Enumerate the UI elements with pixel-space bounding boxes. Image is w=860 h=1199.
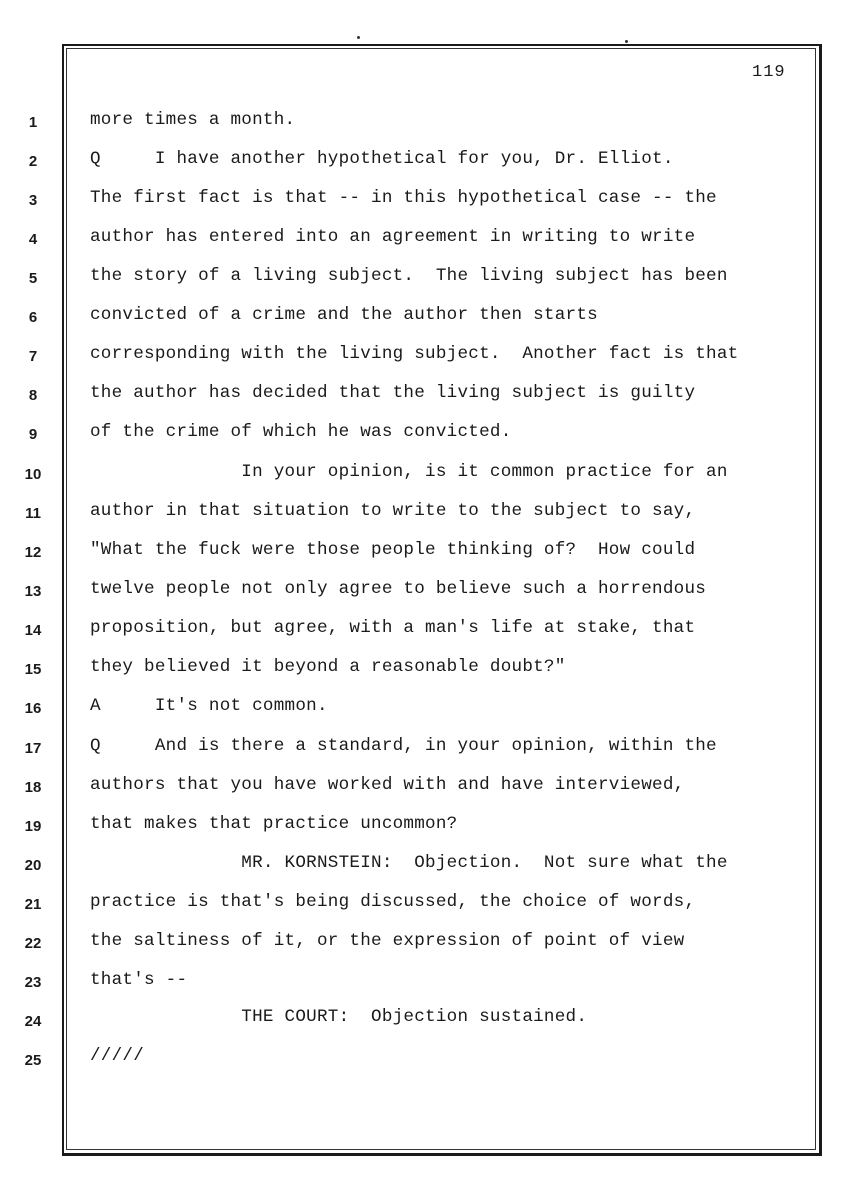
transcript-line: THE COURT: Objection sustained. [90, 1007, 588, 1027]
line-number: 12 [24, 544, 42, 561]
transcript-line: convicted of a crime and the author then starts [90, 305, 598, 325]
transcript-line: they believed it beyond a reasonable doubt?" [90, 657, 566, 677]
line-number: 23 [24, 974, 42, 991]
transcript-line: corresponding with the living subject. Another fact is that [90, 344, 739, 364]
transcript-line: proposition, but agree, with a man's life at stake, that [90, 618, 696, 638]
line-number: 6 [28, 309, 38, 326]
line-number: 19 [24, 818, 42, 835]
transcript-line: the story of a living subject. The living subject has been [90, 266, 728, 286]
line-number: 10 [24, 466, 42, 483]
transcript-line: Q And is there a standard, in your opinion, within the [90, 736, 717, 756]
line-number: 14 [24, 622, 42, 639]
transcript-line: that's -- [90, 970, 188, 990]
transcript-line: A It's not common. [90, 696, 328, 716]
scan-speck [625, 40, 628, 43]
page-number: 119 [752, 63, 786, 82]
line-number: 2 [28, 153, 38, 170]
line-number: 7 [28, 348, 38, 365]
transcript-line: authors that you have worked with and have interviewed, [90, 775, 685, 795]
line-number: 11 [25, 505, 41, 522]
line-number: 17 [24, 740, 42, 757]
transcript-line: MR. KORNSTEIN: Objection. Not sure what the [90, 853, 728, 873]
scan-speck [357, 36, 360, 39]
transcript-line: ///// [90, 1046, 145, 1066]
line-number: 24 [24, 1013, 42, 1030]
line-number: 4 [28, 231, 38, 248]
line-number: 13 [24, 583, 42, 600]
transcript-line: the author has decided that the living subject is guilty [90, 383, 696, 403]
transcript-line: author in that situation to write to the subject to say, [90, 501, 696, 521]
line-number: 15 [24, 661, 42, 678]
transcript-line: twelve people not only agree to believe such a horrendous [90, 579, 707, 599]
line-number: 21 [24, 896, 42, 913]
transcript-line: author has entered into an agreement in writing to write [90, 227, 696, 247]
transcript-line: The first fact is that -- in this hypothetical case -- the [90, 188, 717, 208]
transcript-line: "What the fuck were those people thinking of? How could [90, 540, 696, 560]
transcript-line: practice is that's being discussed, the choice of words, [90, 892, 696, 912]
transcript-line: the saltiness of it, or the expression of point of view [90, 931, 685, 951]
transcript-line: more times a month. [90, 110, 296, 130]
line-number: 25 [24, 1052, 42, 1069]
line-number: 1 [28, 114, 38, 131]
line-number: 8 [28, 387, 38, 404]
line-number: 22 [24, 935, 42, 952]
line-number: 5 [28, 270, 38, 287]
transcript-line: In your opinion, is it common practice for an [90, 462, 728, 482]
line-number: 18 [24, 779, 42, 796]
transcript-line: Q I have another hypothetical for you, Dr. Elliot. [90, 149, 674, 169]
line-number: 9 [28, 426, 38, 443]
line-number: 16 [24, 700, 42, 717]
line-number: 3 [28, 192, 38, 209]
transcript-line: of the crime of which he was convicted. [90, 422, 512, 442]
transcript-line: that makes that practice uncommon? [90, 814, 458, 834]
line-number: 20 [24, 857, 42, 874]
